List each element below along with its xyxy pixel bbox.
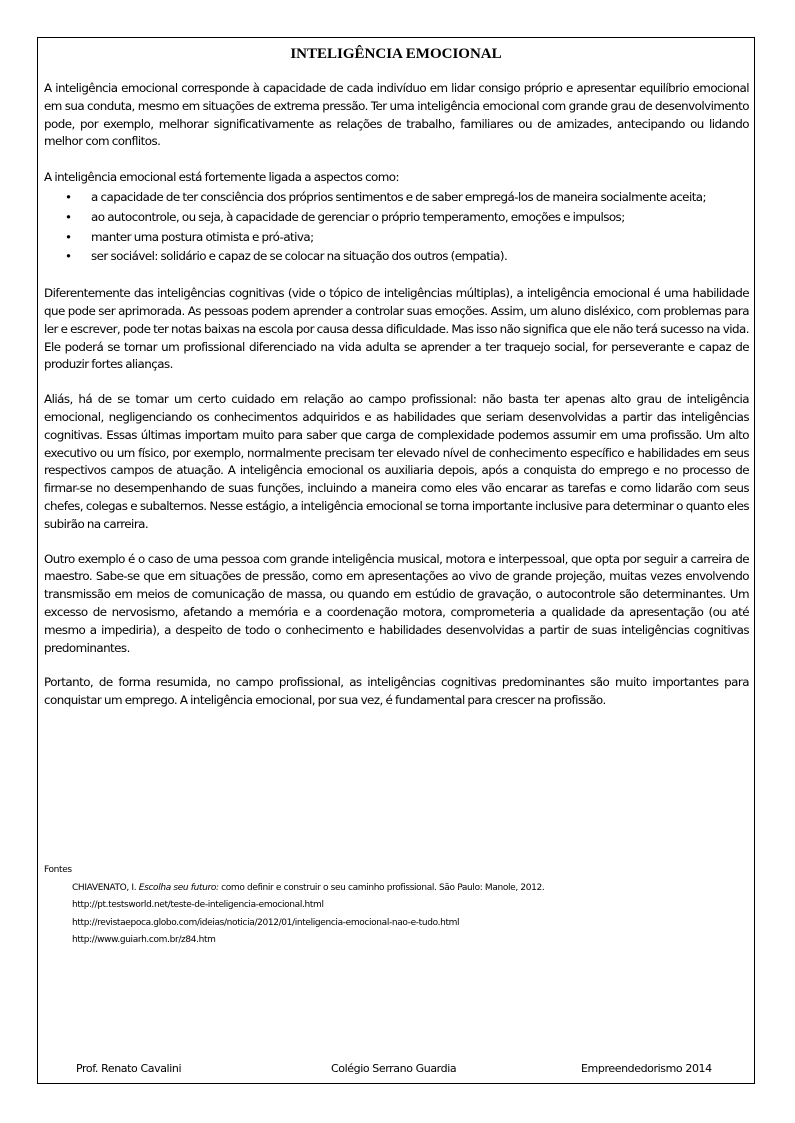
list-item: • ser sociável: solidário e capaz de se colocar na situação dos outros (empatia). bbox=[44, 248, 749, 266]
source-book-title: Escolha seu futuro: bbox=[138, 882, 219, 893]
source-link: http://www.guiarh.com.br/z84.htm bbox=[72, 935, 216, 946]
sources-heading: Fontes bbox=[44, 865, 72, 875]
list-item: • ao autocontrole, ou seja, à capacidade de gerenciar o próprio temperamento, emoções e impulsos; bbox=[44, 209, 749, 227]
paragraph-cognitive: Diferentemente das inteligências cognitivas (vide o tópico de inteligências múltiplas), a inteligência emocional é uma habilidade que pode ser aprimorada. As pessoas podem aprender a controlar suas emoções. Assim, um aluno disléxico, com problemas para ler e escrever, pode ter notas baixas na escola por causa dessa dificuldade. Mas isso não significa que ele não terá sucesso na vida. Ele poderá se tornar um profissional diferenciado na vida adulta se aprender a ter traquejo social, for perseverante e capaz de produzir fortes alianças. bbox=[44, 286, 749, 372]
list-item: • a capacidade de ter consciência dos próprios sentimentos e de saber empregá-los de maneira socialmente aceita; bbox=[44, 189, 749, 207]
source-link: http://revistaepoca.globo.com/ideias/noticia/2012/01/inteligencia-emocional-nao-e-tudo.html bbox=[72, 917, 460, 928]
footer-author: Prof. Renato Cavalini bbox=[76, 1062, 182, 1075]
footer-course: Empreendedorismo 2014 bbox=[581, 1062, 712, 1075]
document-body bbox=[44, 80, 749, 710]
bullet-icon: • bbox=[65, 189, 72, 204]
paragraph-example: Outro exemplo é o caso de uma pessoa com grande inteligência musical, motora e interpessoal, que opta por seguir a carreira de maestro. Sabe-se que em situações de pressão, como em apresentações ao vivo de grande projeção, muitas vezes envolvendo transmissão em meios de comunicação de massa, ou quando em estúdio de gravação, o autocontrole são determinantes. Um excesso de nervosismo, afetando a memória e a coordenação motora, comprometeria a qualidade da apresentação (ou até mesmo a impediria), a despeito de todo o conhecimento e habilidades desenvolvidas a partir de suas inteligências cognitivas predominantes. bbox=[44, 551, 749, 655]
source-link: http://pt.testsworld.net/teste-de-inteligencia-emocional.html bbox=[72, 900, 324, 911]
aspects-list bbox=[44, 189, 749, 266]
source-reference: CHIAVENATO, I. Escolha seu futuro: como definir e construir o seu caminho profissional. São Paulo: Manole, 2012. bbox=[72, 882, 545, 893]
paragraph-conclusion: Portanto, de forma resumida, no campo profissional, as inteligências cognitivas predominantes são muito importantes para conquistar um emprego. A inteligência emocional, por sua vez, é fundamental para crescer na profissão. bbox=[44, 675, 749, 708]
page-title: INTELIGÊNCIA EMOCIONAL bbox=[290, 46, 502, 62]
paragraph-professional: Aliás, há de se tomar um certo cuidado em relação ao campo profissional: não basta ter apenas alto grau de inteligência emocional, negligenciando os conhecimentos adquiridos e as habilidades que seriam desenvolvidas a partir das inteligências cognitivas. Essas últimas importam muito para saber que carga de complexidade podemos assumir em uma profissão. Um alto executivo ou um físico, por exemplo, normalmente precisam ter elevado nível de conhecimento específico e habilidades em seus respectivos campos de atuação. A inteligência emocional os auxiliaria depois, após a conquista do emprego e no processo de firmar-se no desempenhando de suas funções, incluindo a maneira como eles vão encarar as tarefas e como lidarão com seus chefes, colegas e subalternos. Nesse estágio, a inteligência emocional se torna importante inclusive para determinar o quanto eles subirão na carreira. bbox=[44, 392, 749, 531]
paragraph-intro: A inteligência emocional corresponde à capacidade de cada indivíduo em lidar consigo próprio e apresentar equilíbrio emocional em sua conduta, mesmo em situações de extrema pressão. Ter uma inteligência emocional com grande grau de desenvolvimento pode, por exemplo, melhorar significativamente as relações de trabalho, familiares ou de amizades, antecipando ou lidando melhor com conflitos. bbox=[44, 81, 749, 149]
bullet-icon: • bbox=[65, 209, 72, 224]
bullet-icon: • bbox=[65, 229, 72, 244]
paragraph-aspects-intro: A inteligência emocional está fortemente ligada a aspectos como: bbox=[44, 170, 399, 185]
page-frame bbox=[37, 37, 755, 1084]
bullet-icon: • bbox=[65, 249, 72, 264]
sources-section bbox=[44, 862, 544, 950]
list-item: • manter uma postura otimista e pró-ativa; bbox=[44, 229, 749, 247]
footer-school: Colégio Serrano Guardia bbox=[331, 1062, 457, 1075]
